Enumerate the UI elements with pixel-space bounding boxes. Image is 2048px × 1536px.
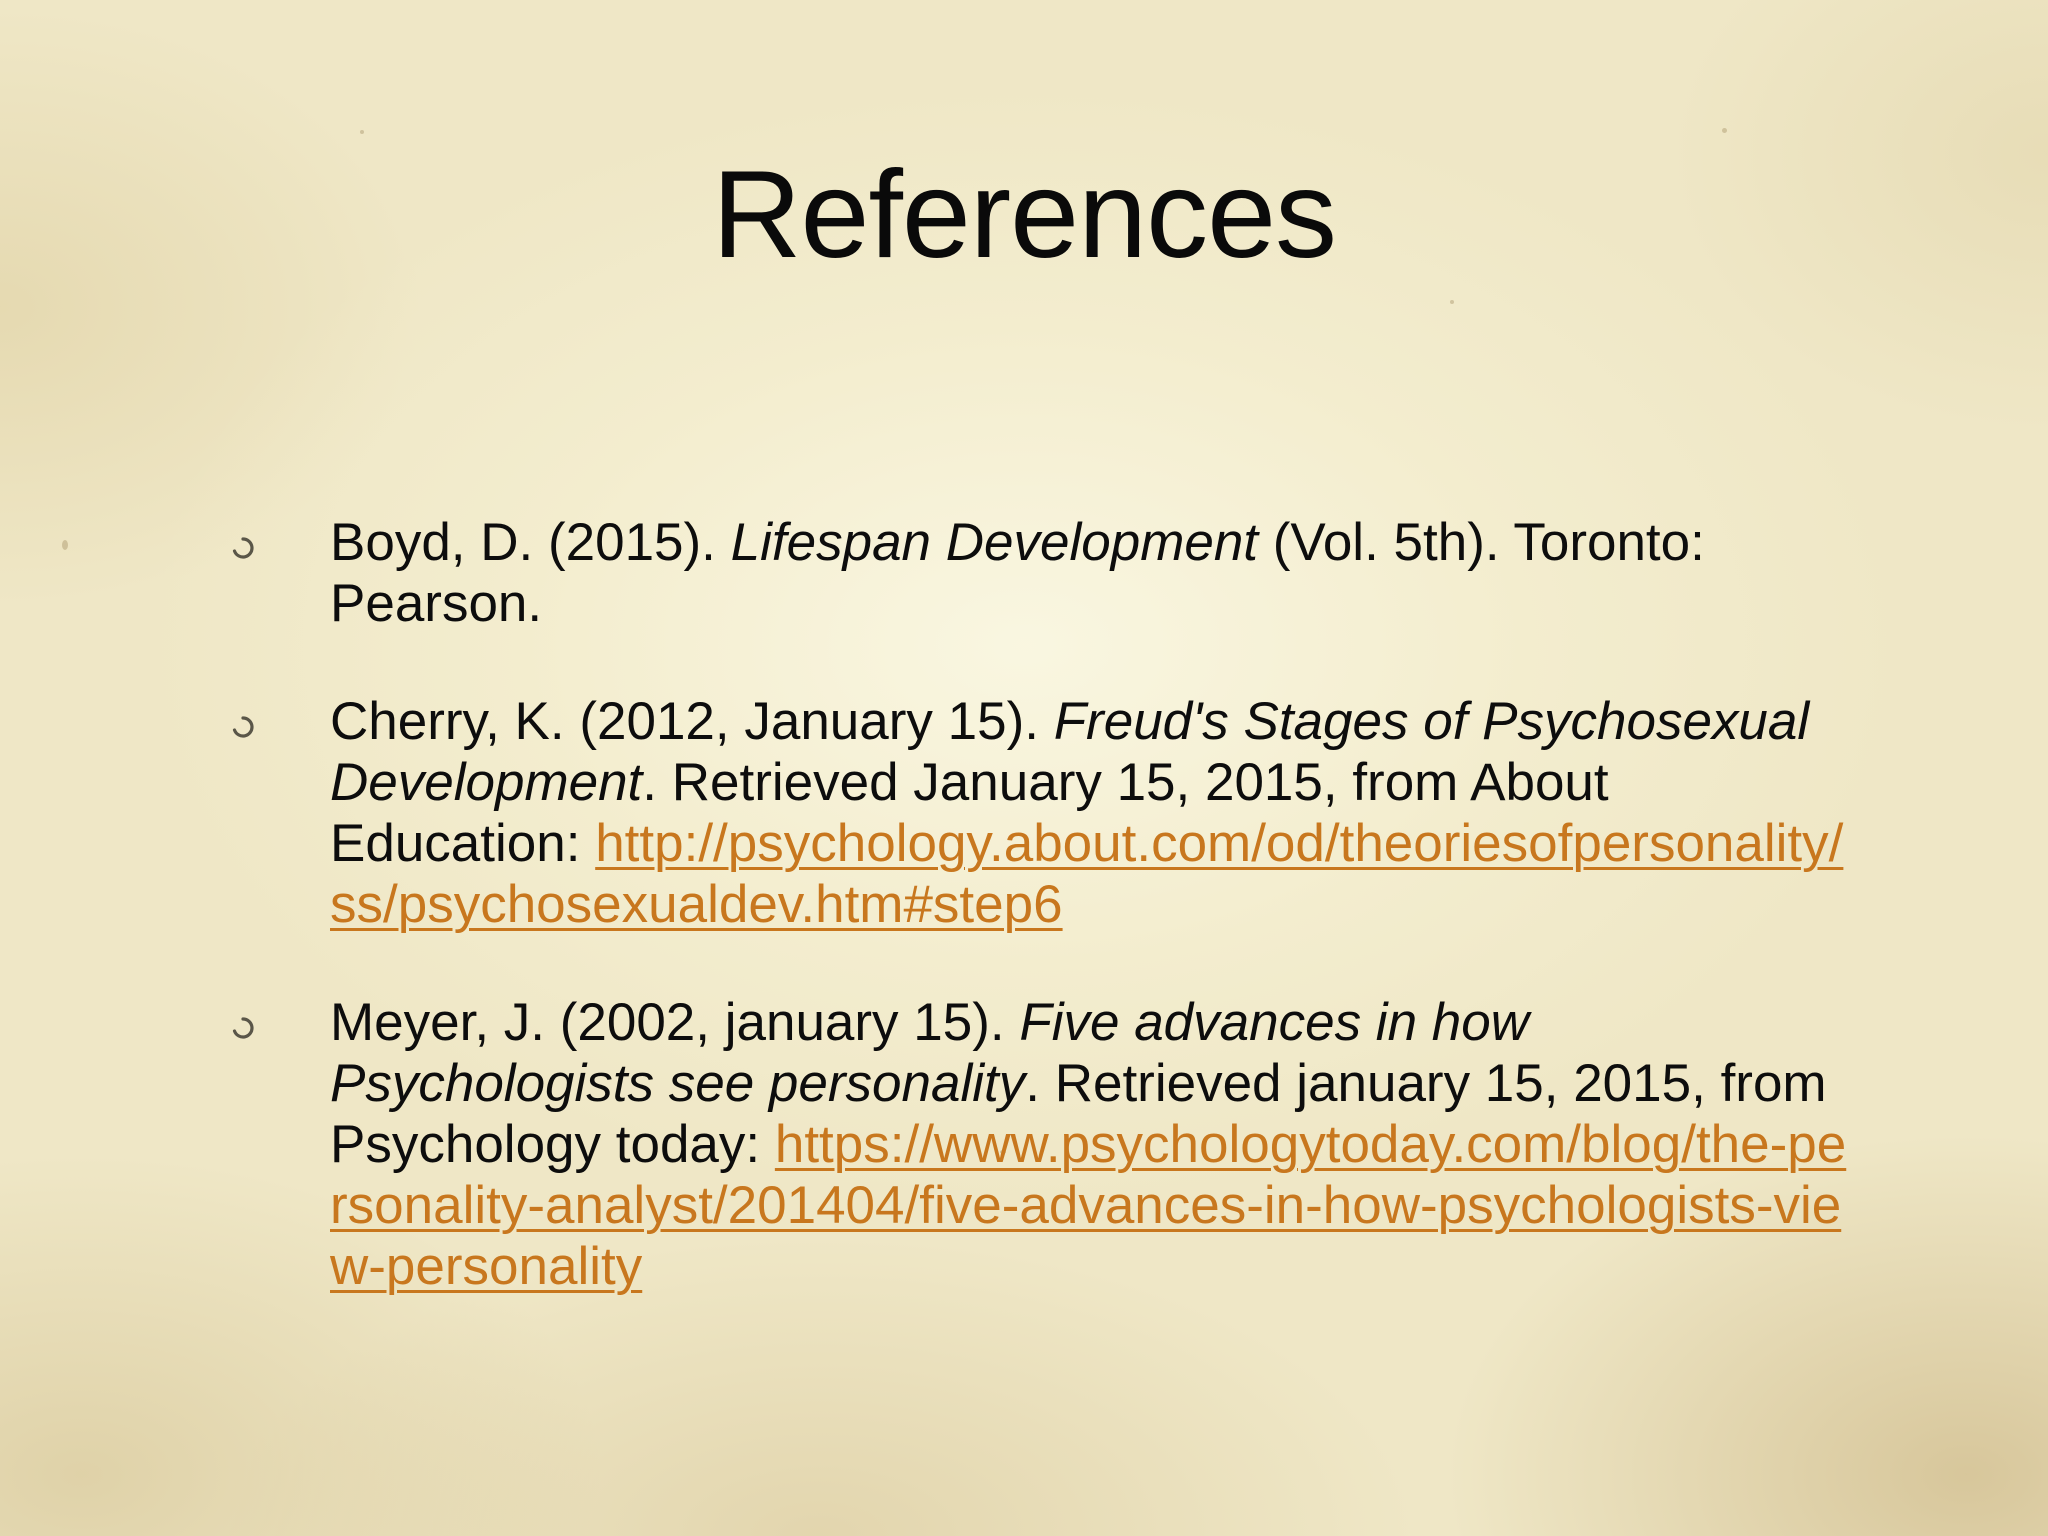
- reference-item: [220, 691, 1860, 935]
- references-list: [220, 512, 1860, 1354]
- open-circle-bullet-icon: [232, 1017, 254, 1039]
- slide-title: References: [711, 146, 1337, 284]
- texture-speck: [1450, 300, 1454, 304]
- texture-speck: [360, 130, 364, 134]
- reference-text: Meyer, J. (2002, january 15).: [330, 993, 1020, 1052]
- reference-title: Freud's Stages of Psychosexual Development: [330, 692, 1810, 812]
- texture-speck: [62, 540, 68, 550]
- reference-title: Five advances in how Psychologists see personality: [330, 993, 1530, 1113]
- reference-item: [220, 512, 1860, 634]
- reference-item: [220, 992, 1860, 1297]
- reference-link[interactable]: http://psychology.about.com/od/theoriesofpersonality/ss/psychosexualdev.htm#step6: [330, 814, 1844, 934]
- reference-text: Boyd, D. (2015).: [330, 513, 731, 572]
- reference-title: Lifespan Development: [730, 513, 1259, 572]
- reference-text: . Retrieved January 15, 2015, from About Education:: [330, 753, 1609, 873]
- open-circle-bullet-icon: [232, 716, 254, 738]
- reference-text: (Vol. 5th). Toronto: Pearson.: [330, 513, 1705, 633]
- open-circle-bullet-icon: [232, 537, 254, 559]
- reference-link[interactable]: https://www.psychologytoday.com/blog/the-personality-analyst/201404/five-advances-in-how-psychologists-view-personality: [330, 1115, 1847, 1296]
- reference-text: Cherry, K. (2012, January 15).: [330, 692, 1054, 751]
- reference-text: . Retrieved january 15, 2015, from Psychology today:: [330, 1054, 1827, 1174]
- texture-speck: [1722, 128, 1727, 133]
